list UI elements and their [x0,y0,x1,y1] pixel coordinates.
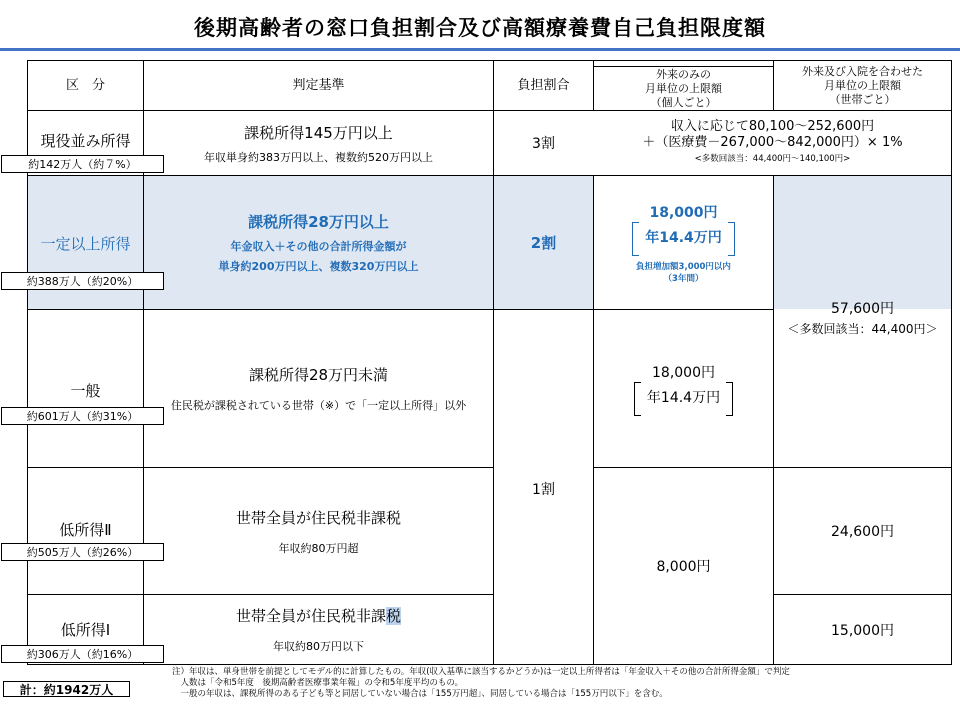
population-general: 約601万人（約31%） [1,407,164,425]
ratio-active-label: 3割 [532,136,555,152]
criteria-general [144,310,493,467]
outpatient-low-value: 8,000円 [656,559,711,575]
limit-active-line2: ＋（医療費－267,000～842,000円）× 1% [642,135,903,150]
population-low-income-1: 約306万人（約16%） [1,645,164,663]
outpatient-fixed-note1: 負担増加額3,000円以内 [636,261,731,272]
category-general [28,372,143,408]
bracket-left [634,382,641,416]
criteria-low1-main [236,605,401,626]
header-combined-line3: （世帯ごと） [829,92,896,106]
criteria-low2-sub: 年収約80万円超 [278,541,359,555]
criteria-general-sub: 住民税が課税されている世帯（※）で「一定以上所得」以外 [170,399,467,412]
ratio-fixed-label: 2割 [530,234,557,252]
ratio-low-label: 1割 [532,482,555,498]
category-active-income-label: 現役並み所得 [40,131,131,150]
criteria-low-income-1 [144,595,493,664]
header-criteria-label: 判定基準 [292,77,345,93]
outpatient-fixed-line1: 18,000円 [649,204,718,221]
header-criteria [144,61,493,110]
ratio-fixed-income [494,176,593,309]
category-low2-label: 低所得Ⅱ [59,520,112,539]
header-ratio-label: 負担割合 [517,77,570,93]
header-category [28,61,143,110]
footnote-line1: 注）年収は、単身世帯を前提としてモデル的に計算したもの。年収(収入基準に該当するかどうか)は一定以上所得者は「年金収入＋その他の合計所得金額」で判定 [172,667,790,677]
criteria-fixed-main: 課税所得28万円以上 [248,213,389,231]
table-border-bottom [27,664,952,665]
ratio-active-income [494,111,593,175]
limit-active-line1: 収入に応じて80,100～252,600円 [670,119,875,134]
population-active-income: 約142万人（約７%） [1,155,164,173]
category-fixed-income [28,225,143,261]
header-outpatient-line1: 外来のみの [656,67,711,81]
outpatient-general-bracket [634,382,733,416]
criteria-fixed-sub1: 年金収入＋その他の合計所得金額が [230,240,407,253]
header-combined [774,61,951,110]
bracket-right [728,222,735,256]
criteria-low1-main-b: 税 [386,607,402,625]
outpatient-fixed-income [594,176,773,309]
category-low-income-1 [28,615,143,643]
population-fixed-income: 約388万人（約20%） [1,272,164,290]
page-title: 後期高齢者の窓口負担割合及び高額療養費自己負担限度額 [194,16,766,40]
combined-low-income-2 [774,468,951,594]
outpatient-general [594,310,773,467]
criteria-low2-main: 世帯全員が住民税非課税 [235,508,401,527]
outpatient-low-shared [594,468,773,664]
criteria-active-income [144,111,493,175]
criteria-active-main: 課税所得145万円以上 [244,123,393,142]
header-outpatient-line3: （個人ごと） [650,95,717,109]
criteria-fixed-income [144,176,493,309]
category-low1-label: 低所得Ⅰ [60,620,111,639]
table-border-right [951,60,952,664]
footnote-line2: 人数は「令和5年度 後期高齢者医療事業年報」の令和5年度平均のもの。 [172,678,463,688]
header-combined-line1: 外来及び入院を合わせた [802,64,923,78]
criteria-active-sub: 年収単身約383万円以上、複数約520万円以上 [204,150,433,164]
bracket-right [726,382,733,416]
footnote-line3: 一般の年収は、課税所得のある子ども等と同居していない場合は「155万円超」、同居している場合は「155万円以下」を含む。 [172,689,668,699]
criteria-fixed-sub2: 単身約200万円以上、複数320万円以上 [218,260,419,273]
fixed-income-combined-highlight [773,175,952,309]
criteria-low1-main-a: 世帯全員が住民税非課 [235,607,386,625]
combined-low2-value: 24,600円 [831,524,894,540]
criteria-general-main: 課税所得28万円未満 [248,366,389,384]
criteria-low-income-2 [144,468,493,594]
outpatient-fixed-bracket [632,222,735,256]
combined-general-line1: 57,600円 [831,301,894,317]
outpatient-fixed-line2: 年14.4万円 [645,230,722,246]
header-outpatient-line2: 月単位の上限額 [645,81,722,95]
total-population: 計：約1942万人 [3,681,130,697]
combined-low1-value: 15,000円 [831,622,894,639]
combined-fixed-general [774,296,951,342]
category-low-income-2 [28,515,143,543]
criteria-low1-sub: 年収約80万円以下 [273,640,364,653]
header-outpatient [594,67,773,110]
footnotes [172,667,952,700]
outpatient-general-line1: 18,000円 [652,364,715,381]
category-fixed-income-label: 一定以上所得 [40,234,131,253]
limit-active-line3: <多数回該当：44,400円～140,100円> [694,154,851,164]
ratio-low-shared [494,310,593,664]
combined-general-line2: ＜多数回該当：44,400円＞ [787,322,938,336]
title-underline [0,48,960,51]
population-low-income-2: 約505万人（約26%） [1,543,164,561]
header-ratio [494,61,593,110]
outpatient-fixed-note2: （3年間） [663,273,704,284]
bracket-left [632,222,639,256]
outpatient-general-line2: 年14.4万円 [646,390,721,406]
category-general-label: 一般 [70,381,101,400]
limit-active-income [594,111,951,175]
category-active-income [28,122,143,158]
combined-low-income-1 [774,595,951,664]
header-category-label: 区 分 [65,77,105,93]
header-combined-line2: 月単位の上限額 [824,78,901,92]
